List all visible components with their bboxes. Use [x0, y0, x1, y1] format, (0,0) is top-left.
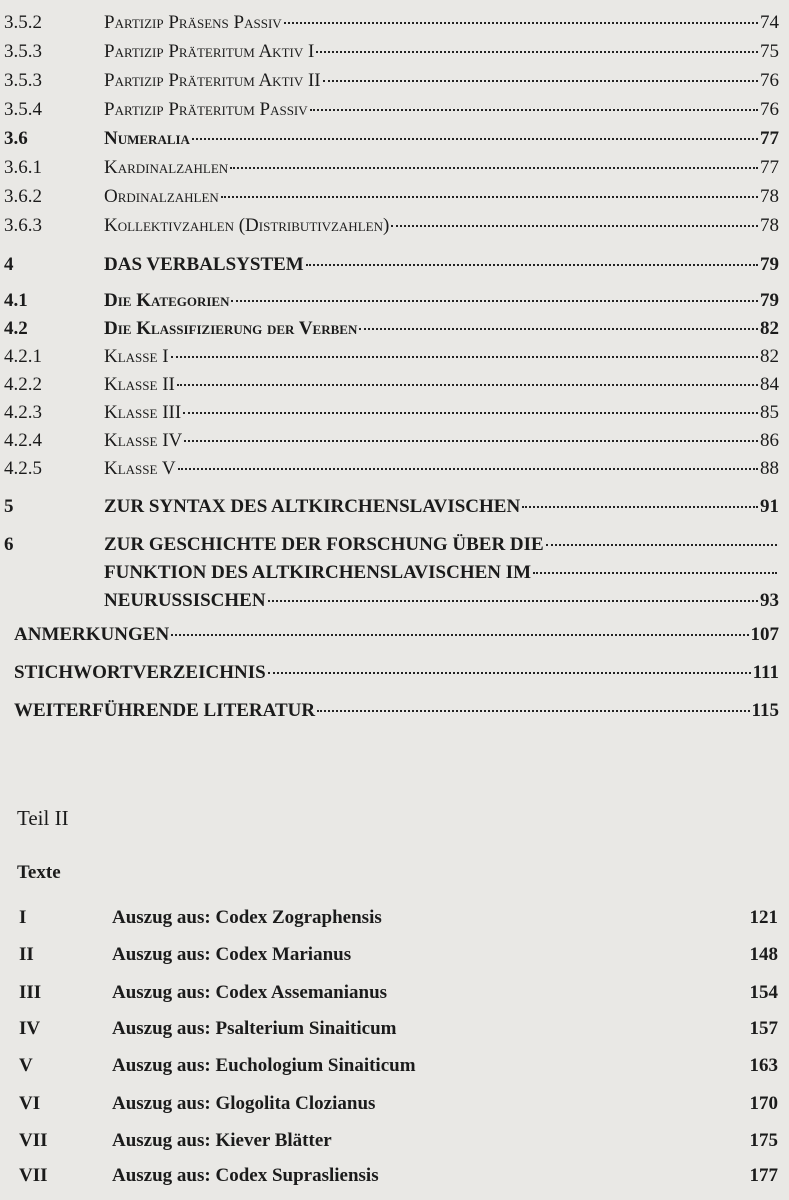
toc-entry: [4, 12, 779, 38]
toc-entry-page: 78: [760, 186, 779, 207]
text-entry-title: Auszug aus: Codex Assemanianus: [112, 982, 388, 1003]
toc-entry-title: Klasse I: [104, 346, 169, 367]
toc-entry-title: Partizip Präteritum Aktiv II: [104, 70, 321, 91]
toc-entry-number: 3.5.2: [4, 12, 42, 33]
toc-entry: [4, 186, 779, 212]
toc-end-page: 111: [752, 662, 779, 683]
toc-dot-leader: [546, 544, 777, 546]
text-entry-title: Auszug aus: Codex Zographensis: [112, 907, 382, 928]
toc-entry: [4, 430, 779, 456]
toc-dot-leader: [284, 22, 758, 24]
toc-dot-leader: [317, 710, 749, 712]
toc-entry-number: 4.2: [4, 318, 28, 339]
toc-entry-number: 4: [4, 254, 14, 275]
toc-dot-leader: [171, 634, 748, 636]
toc-entry-number: 5: [4, 496, 14, 517]
toc-end-entry: [14, 662, 779, 690]
toc-chapter: [4, 254, 779, 280]
toc-entry-number: 4.2.2: [4, 374, 42, 395]
toc-entry-number: 3.5.3: [4, 70, 42, 91]
text-entry: [19, 1093, 778, 1121]
text-entry-title: Auszug aus: Codex Suprasliensis: [112, 1165, 379, 1186]
toc-entry-title: Kollektivzahlen (Distributivzahlen): [104, 215, 390, 236]
toc-entry-title: Klasse II: [104, 374, 175, 395]
toc-entry-title: ZUR SYNTAX DES ALTKIRCHENSLAVISCHEN: [104, 496, 521, 517]
toc-entry-number: 3.6.3: [4, 215, 42, 236]
toc-chapter: [4, 496, 779, 522]
part-heading: Teil II: [17, 806, 69, 830]
toc-dot-leader: [221, 196, 758, 198]
toc-entry-number: 4.1: [4, 290, 28, 311]
toc-entry-title: Die Kategorien: [104, 290, 230, 311]
text-entry-number: VI: [19, 1093, 41, 1114]
text-entry-title: Auszug aus: Euchologium Sinaiticum: [112, 1055, 416, 1076]
toc-entry-title: Klasse III: [104, 402, 182, 423]
toc-entry-page: 76: [760, 70, 779, 91]
toc-chapter-continuation: [104, 590, 779, 616]
toc-end-entry: [14, 700, 779, 728]
toc-dot-leader: [323, 80, 758, 82]
toc-dot-leader: [268, 600, 758, 602]
toc-entry-page: 93: [760, 590, 779, 611]
toc-dot-leader: [306, 264, 758, 266]
toc-dot-leader: [533, 572, 777, 574]
toc-entry-title: Die Klassifizierung der Verben: [104, 318, 358, 339]
toc-entry-number: 4.2.4: [4, 430, 42, 451]
toc-dot-leader: [391, 225, 758, 227]
toc-entry-title: Klasse V: [104, 458, 176, 479]
toc-entry-page: 74: [760, 12, 779, 33]
toc-entry: [4, 99, 779, 125]
toc-dot-leader: [171, 356, 758, 358]
toc-entry-page: 77: [760, 157, 779, 178]
toc-entry-page: 75: [760, 41, 779, 62]
text-entry-number: III: [19, 982, 42, 1003]
toc-entry-page: 79: [760, 290, 779, 311]
toc-end-page: 107: [750, 624, 779, 645]
toc-entry-number: 3.5.4: [4, 99, 42, 120]
toc-dot-leader: [231, 300, 758, 302]
toc-dot-leader: [178, 468, 758, 470]
text-entry: [19, 944, 778, 972]
text-entry: [19, 1130, 778, 1158]
toc-entry-page: 88: [760, 458, 779, 479]
toc-entry-title: Kardinalzahlen: [104, 157, 229, 178]
toc-entry-page: 79: [760, 254, 779, 275]
toc-entry: [4, 318, 779, 344]
toc-entry: [4, 402, 779, 428]
toc-entry-title: Ordinalzahlen: [104, 186, 219, 207]
text-entry-number: VII: [19, 1130, 48, 1151]
toc-entry-title: DAS VERBALSYSTEM: [104, 254, 304, 275]
text-entry-number: II: [19, 944, 34, 965]
toc-chapter: [4, 534, 779, 560]
toc-entry-page: 85: [760, 402, 779, 423]
toc-entry: [4, 215, 779, 241]
toc-entry-title: Partizip Präteritum Aktiv I: [104, 41, 315, 62]
text-entry: [19, 1165, 778, 1193]
toc-dot-leader: [310, 109, 758, 111]
text-entry: [19, 1018, 778, 1046]
toc-entry: [4, 346, 779, 372]
text-entry-title: Auszug aus: Psalterium Sinaiticum: [112, 1018, 397, 1039]
text-entry-page: 148: [749, 944, 778, 965]
toc-entry: [4, 128, 779, 154]
toc-entry: [4, 374, 779, 400]
toc-dot-leader: [183, 412, 758, 414]
toc-entry-title: Numeralia: [104, 128, 190, 149]
text-entry: [19, 907, 778, 935]
toc-entry-number: 3.6: [4, 128, 28, 149]
text-entry: [19, 1055, 778, 1083]
toc-entry-number: 3.6.2: [4, 186, 42, 207]
toc-entry-title: Partizip Präteritum Passiv: [104, 99, 308, 120]
text-entry-page: 154: [749, 982, 778, 1003]
text-entry-number: VII: [19, 1165, 48, 1186]
toc-entry-number: 4.2.1: [4, 346, 42, 367]
toc-end-entry: [14, 624, 779, 652]
toc-entry-title: Klasse IV: [104, 430, 183, 451]
toc-entry-number: 4.2.3: [4, 402, 42, 423]
text-entry-number: I: [19, 907, 27, 928]
text-entry-title: Auszug aus: Codex Marianus: [112, 944, 352, 965]
toc-entry-number: 3.5.3: [4, 41, 42, 62]
toc-entry-page: 77: [760, 128, 779, 149]
toc-dot-leader: [192, 138, 758, 140]
toc-entry-page: 82: [760, 318, 779, 339]
text-entry-title: Auszug aus: Glogolita Clozianus: [112, 1093, 376, 1114]
toc-dot-leader: [359, 328, 758, 330]
toc-entry: [4, 70, 779, 96]
toc-entry-page: 91: [760, 496, 779, 517]
toc-entry: [4, 290, 779, 316]
text-entry-page: 157: [749, 1018, 778, 1039]
toc-entry-number: 3.6.1: [4, 157, 42, 178]
toc-dot-leader: [177, 384, 758, 386]
text-entry-title: Auszug aus: Kiever Blätter: [112, 1130, 332, 1151]
toc-entry-page: 86: [760, 430, 779, 451]
text-entry: [19, 982, 778, 1010]
toc-entry-number: 4.2.5: [4, 458, 42, 479]
toc-entry-page: 78: [760, 215, 779, 236]
text-entry-page: 177: [749, 1165, 778, 1186]
toc-dot-leader: [316, 51, 758, 53]
toc-entry-page: 82: [760, 346, 779, 367]
text-entry-page: 163: [749, 1055, 778, 1076]
toc-chapter-continuation: [104, 562, 779, 588]
toc-end-title: ANMERKUNGEN: [14, 624, 170, 645]
text-entry-page: 175: [749, 1130, 778, 1151]
toc-entry-number: 6: [4, 534, 14, 555]
toc-entry-title-line3: NEURUSSISCHEN: [104, 590, 266, 611]
toc-entry: [4, 41, 779, 67]
part-subheading: Texte: [17, 862, 61, 883]
toc-entry: [4, 458, 779, 484]
text-entry-page: 170: [749, 1093, 778, 1114]
toc-entry-title-line1: ZUR GESCHICHTE DER FORSCHUNG ÜBER DIE: [104, 534, 544, 555]
toc-end-title: WEITERFÜHRENDE LITERATUR: [14, 700, 316, 721]
toc-dot-leader: [268, 672, 751, 674]
toc-dot-leader: [230, 167, 758, 169]
toc-end-title: STICHWORTVERZEICHNIS: [14, 662, 266, 683]
toc-dot-leader: [522, 506, 758, 508]
toc-entry-page: 76: [760, 99, 779, 120]
text-entry-number: IV: [19, 1018, 41, 1039]
text-entry-number: V: [19, 1055, 33, 1076]
toc-entry-page: 84: [760, 374, 779, 395]
toc-entry: [4, 157, 779, 183]
text-entry-page: 121: [749, 907, 778, 928]
toc-entry-title-line2: FUNKTION DES ALTKIRCHENSLAVISCHEN IM: [104, 562, 532, 583]
toc-end-page: 115: [751, 700, 779, 721]
toc-dot-leader: [184, 440, 758, 442]
toc-entry-title: Partizip Präsens Passiv: [104, 12, 282, 33]
